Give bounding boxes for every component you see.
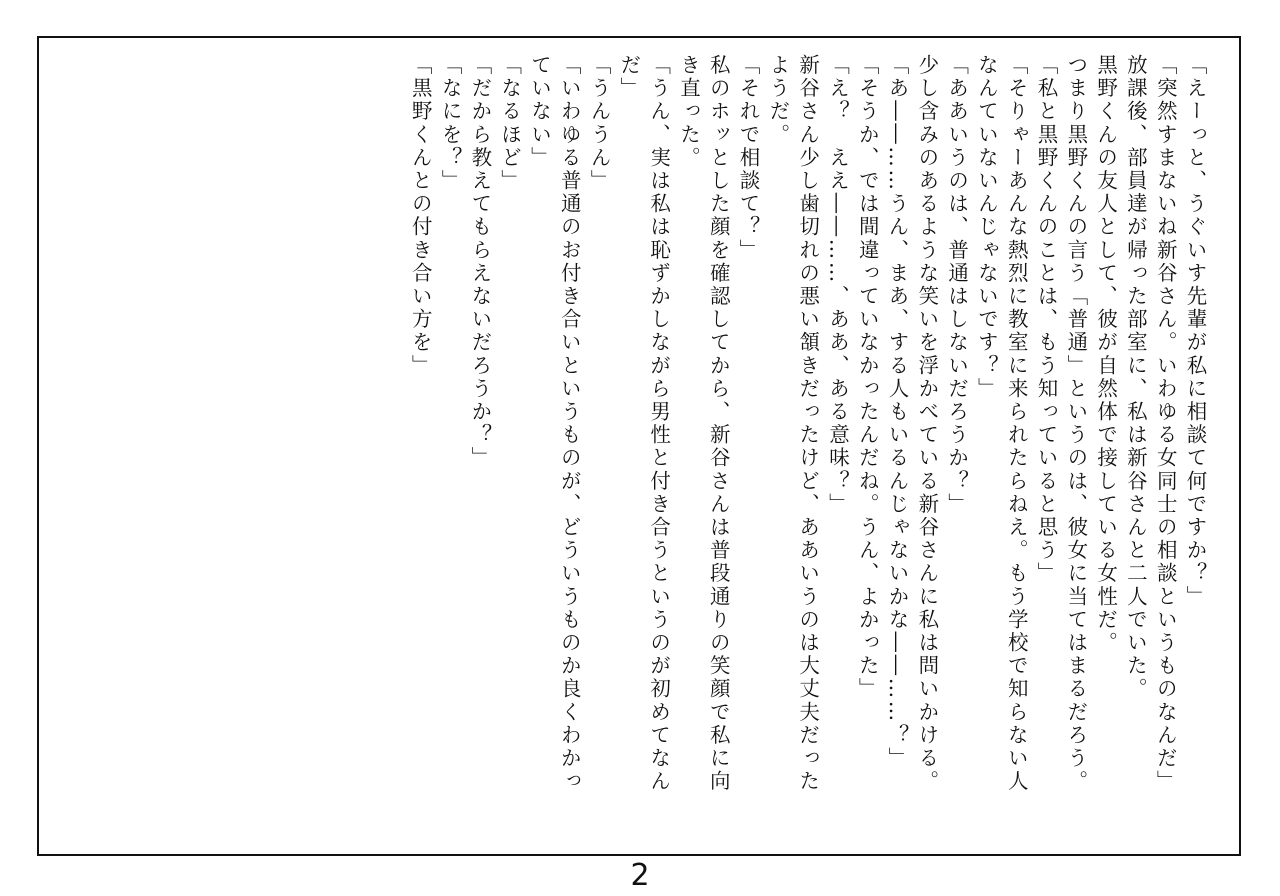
- text-line: 「なるほど」: [497, 54, 522, 193]
- text-line: 「だから教えてもらえないだろうか？」: [467, 54, 492, 470]
- text-line: つまり黒野くんの言う「普通」というのは、彼女に当てはまるだろう。: [1063, 54, 1088, 794]
- text-line: ようだ。: [765, 54, 790, 147]
- page-frame: [37, 36, 1241, 856]
- text-line: 「あ――……うん、まあ、する人もいるんじゃないかな――……？」: [885, 54, 910, 771]
- text-line: 「それで相談て？」: [736, 54, 761, 262]
- text-line: 「いわゆる普通のお付き合いというものが、どういうものか良くわかっ: [557, 54, 582, 794]
- text-line: 「うんうん」: [587, 54, 612, 193]
- text-line: 「え？ ええ――……、ああ、ある意味？」: [825, 54, 850, 516]
- text-line: 放課後、部員達が帰った部室に、私は新谷さんと二人でいた。: [1123, 54, 1148, 701]
- text-line: 黒野くんの友人として、彼が自然体で接している女性だ。: [1093, 54, 1118, 655]
- text-line: 「えーっと、うぐいす先輩が私に相談て何ですか？」: [1183, 54, 1207, 609]
- text-line: 「私と黒野くんのことは、もう知っていると思う」: [1034, 54, 1059, 586]
- text-line: だ」: [616, 54, 641, 101]
- text-line: 「なにを？」: [438, 54, 463, 193]
- page-number: 2: [630, 858, 650, 893]
- vertical-text-body: [404, 54, 1209, 854]
- text-line: 「ああいうのは、普通はしないだろうか？」: [944, 54, 969, 516]
- text-line: ていない」: [527, 54, 552, 170]
- text-line: 「うん、実は私は恥ずかしながら男性と付き合うというのが初めてなん: [646, 54, 671, 794]
- text-line: 少し含みのあるような笑いを浮かべている新谷さんに私は問いかける。: [914, 54, 939, 794]
- text-line: 私のホッとした顔を確認してから、新谷さんは普段通りの笑顔で私に向: [706, 54, 731, 794]
- text-line: 「黒野くんとの付き合い方を」: [408, 54, 433, 378]
- text-line: なんていないんじゃないです？」: [974, 54, 999, 401]
- text-line: 「そうか、では間違っていなかったんだね。うん、よかった」: [855, 54, 880, 701]
- text-line: き直った。: [676, 54, 701, 170]
- text-line: 「そりゃーあんな熱烈に教室に来られたらねえ。もう学校で知らない人: [1004, 54, 1029, 794]
- text-line: 新谷さん少し歯切れの悪い頷きだったけど、ああいうのは大丈夫だった: [795, 54, 820, 794]
- text-line: 「突然すまないね新谷さん。いわゆる女同士の相談というものなんだ」: [1153, 54, 1178, 794]
